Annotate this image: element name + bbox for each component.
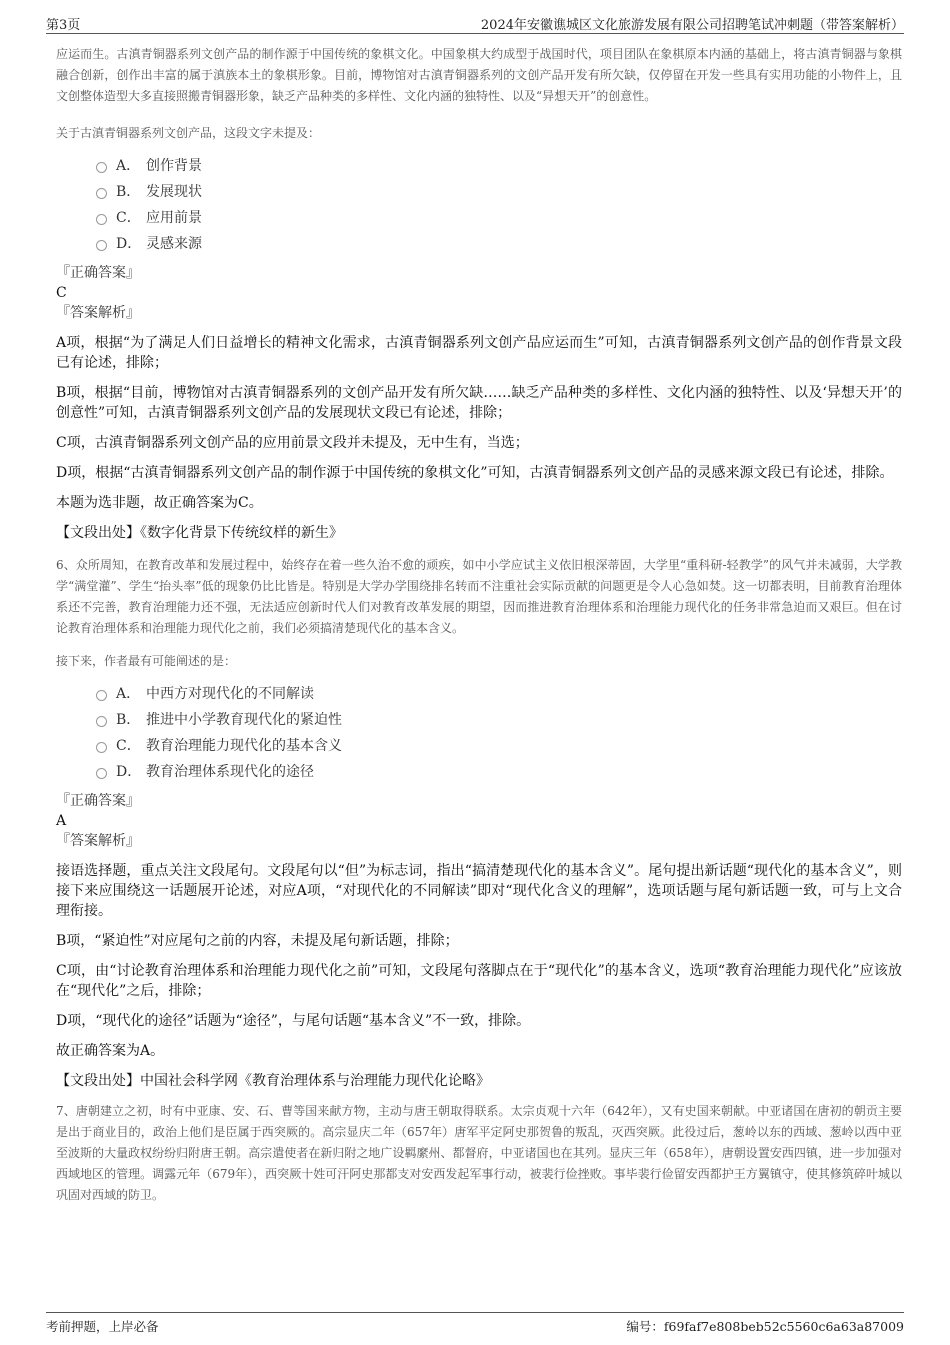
q6-analysis-b: B项，“紧迫性”对应尾句之前的内容，未提及尾句新话题，排除； <box>56 933 459 949</box>
q5-answer: C <box>56 285 67 301</box>
page-header <box>46 8 904 34</box>
q5-analysis-a: A项，根据“为了满足人们日益增长的精神文化需求，古滇青铜器系列文创产品应运而生”可知，古滇青铜器系列文创产品的创作背景文段已有论述，排除； <box>56 335 902 371</box>
q5-option-d[interactable]: D． 灵感来源 <box>96 231 902 257</box>
q5-analysis-label: 『答案解析』 <box>56 305 140 321</box>
page-number: 第3页 <box>46 18 81 33</box>
page-content <box>56 44 902 1206</box>
q6-analysis-c: C项，由“讨论教育治理体系和治理能力现代化之前”可知，文段尾句落脚点在于“现代化”的基本含义，选项“教育治理能力现代化”应该放在“现代化”之后，排除； <box>56 963 902 999</box>
radio-icon[interactable] <box>96 768 107 779</box>
q5-option-a[interactable]: A． 创作背景 <box>96 153 902 179</box>
q5-source: 【文段出处】《数字化背景下传统纹样的新生》 <box>56 525 343 541</box>
q5-option-c[interactable]: C． 应用前景 <box>96 205 902 231</box>
q6-answer: A <box>56 813 67 829</box>
q6-option-b[interactable]: B． 推进中小学教育现代化的紧迫性 <box>96 707 902 733</box>
q6-passage: 6、众所周知，在教育改革和发展过程中，始终存在着一些久治不愈的顽疾，如中小学应试主义依旧根深蒂固，大学里“重科研-轻教学”的风气并未减弱，大学教学“满堂灌”、学生“抬头率”低的现象仍比比皆是。特别是大学办学围绕排名转而不注重社会实际贡献的问题更是令人心急如焚。这一切都表明，目前教育治理体系还不完善，教育治理能力还不强，无法适应创新时代人们对教育改革发展的期望，因而推进教育治理体系和治理能力现代化的任务非常急迫而又艰巨。但在讨论教育治理体系和治理能力现代化之前，我们必须搞清楚现代化的基本含义。 <box>56 558 902 635</box>
q6-option-a[interactable]: A． 中西方对现代化的不同解读 <box>96 681 902 707</box>
radio-icon[interactable] <box>96 162 107 173</box>
q6-answer-label: 『正确答案』 <box>56 793 140 809</box>
radio-icon[interactable] <box>96 716 107 727</box>
q6-analysis-d: D项，“现代化的途径”话题为“途径”，与尾句话题“基本含义”不一致，排除。 <box>56 1013 531 1029</box>
q5-conclusion: 本题为选非题，故正确答案为C。 <box>56 495 263 511</box>
radio-icon[interactable] <box>96 742 107 753</box>
q5-analysis-c: C项，古滇青铜器系列文创产品的应用前景文段并未提及，无中生有，当选； <box>56 435 529 451</box>
q6-source: 【文段出处】中国社会科学网《教育治理体系与治理能力现代化论略》 <box>56 1073 490 1089</box>
q5-question: 关于古滇青铜器系列文创产品，这段文字未提及： <box>56 126 321 140</box>
q6-conclusion: 故正确答案为A。 <box>56 1043 165 1059</box>
radio-icon[interactable] <box>96 188 107 199</box>
document-id: 编号：f69faf7e808beb52c5560c6a63a87009 <box>626 1319 904 1334</box>
radio-icon[interactable] <box>96 240 107 251</box>
page-footer <box>46 1312 904 1338</box>
q5-passage: 应运而生。古滇青铜器系列文创产品的制作源于中国传统的象棋文化。中国象棋大约成型于战国时代，项目团队在象棋原本内涵的基础上，将古滇青铜器与象棋融合创新，创作出丰富的属于滇族本土的象棋形象。目前，博物馆对古滇青铜器系列的文创产品开发有所欠缺，仅停留在开发一些具有实用功能的小物件上，且文创整体造型大多直接照搬青铜器形象，缺乏产品种类的多样性、文化内涵的独特性、以及“异想天开”的创意性。 <box>56 47 902 103</box>
q7-passage: 7、唐朝建立之初，时有中亚康、安、石、曹等国来献方物，主动与唐王朝取得联系。太宗贞观十六年（642年），又有史国来朝献。中亚诸国在唐初的朝贡主要是出于商业目的，政治上他们是臣属于西突厥的。高宗显庆二年（657年）唐军平定阿史那贺鲁的叛乱，灭西突厥。此役过后，葱岭以东的西域、葱岭以西中亚至波斯的大量政权纷纷归附唐王朝。高宗遣使者在新归附之地广设羁縻州、都督府，中亚诸国也在其列。显庆三年（658年），唐朝设置安西四镇，进一步加强对西域地区的管理。调露元年（679年），西突厥十姓可汗阿史那都支对安西发起军事行动，被裴行俭挫败。事毕裴行俭留安西都护王方翼镇守，使其修筑碎叶城以巩固对西域的防卫。 <box>56 1104 902 1202</box>
q5-answer-label: 『正确答案』 <box>56 265 140 281</box>
q6-analysis-label: 『答案解析』 <box>56 833 140 849</box>
q6-option-d[interactable]: D． 教育治理体系现代化的途径 <box>96 759 902 785</box>
q6-option-c[interactable]: C． 教育治理能力现代化的基本含义 <box>96 733 902 759</box>
footer-slogan: 考前押题，上岸必备 <box>46 1319 159 1334</box>
radio-icon[interactable] <box>96 690 107 701</box>
q5-analysis-d: D项，根据“古滇青铜器系列文创产品的制作源于中国传统的象棋文化”可知，古滇青铜器系列文创产品的灵感来源文段已有论述，排除。 <box>56 465 894 481</box>
q6-question: 接下来，作者最有可能阐述的是： <box>56 654 237 668</box>
q5-options <box>56 153 902 257</box>
q6-analysis-main: 接语选择题，重点关注文段尾句。文段尾句以“但”为标志词，指出“搞清楚现代化的基本含义”。尾句提出新话题“现代化的基本含义”，则接下来应围绕这一话题展开论述，对应A项，“对现代化的不同解读”即对“现代化含义的理解”，选项话题与尾句新话题一致，可与上文合理衔接。 <box>56 863 902 919</box>
radio-icon[interactable] <box>96 214 107 225</box>
q5-option-b[interactable]: B． 发展现状 <box>96 179 902 205</box>
document-title: 2024年安徽谯城区文化旅游发展有限公司招聘笔试冲刺题（带答案解析） <box>480 18 904 33</box>
q5-analysis-b: B项，根据“目前，博物馆对古滇青铜器系列的文创产品开发有所欠缺……缺乏产品种类的多样性、文化内涵的独特性、以及‘异想天开’的创意性”可知，古滇青铜器系列文创产品的发展现状文段已有论述，排除； <box>56 385 902 421</box>
q6-options <box>56 681 902 785</box>
